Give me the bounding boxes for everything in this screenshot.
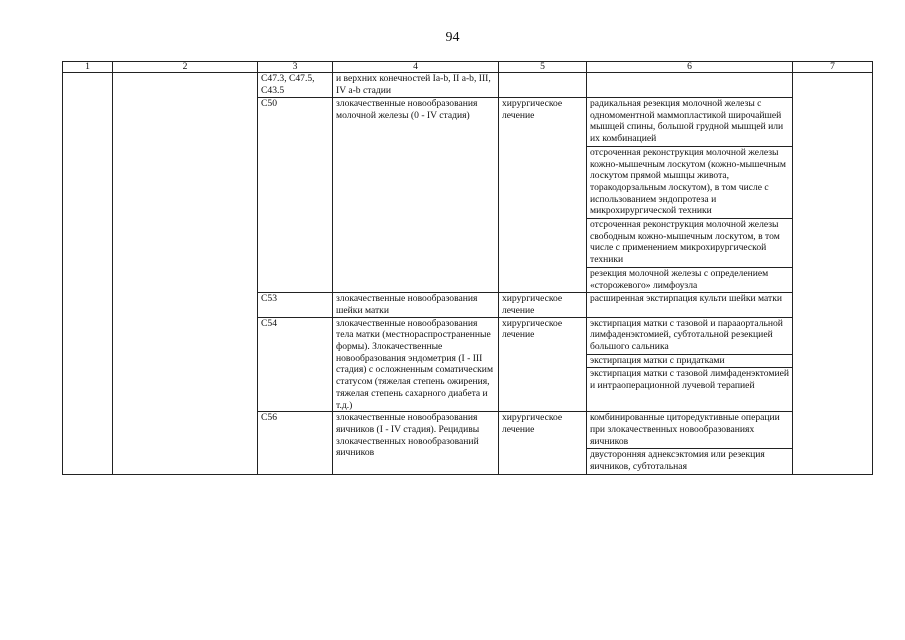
method-item: экстирпация матки с тазовой лимфаденэктомией и интраоперационной лучевой терапией (590, 368, 790, 392)
column-2-cell (113, 73, 258, 475)
method-cell (587, 293, 793, 317)
diagnosis-cell: злокачественные новообразования шейки матки (333, 293, 499, 317)
method-item: расширенная экстирпация культи шейки матки (590, 293, 783, 305)
column-1-cell (63, 73, 113, 475)
method-item (587, 73, 792, 74)
icd-code-cell: C50 (258, 98, 333, 293)
method-cell (587, 412, 793, 475)
treatment-cell: хирургическое лечение (499, 293, 587, 317)
column-header: 2 (113, 62, 258, 73)
icd-code-cell: C54 (258, 317, 333, 412)
treatment-cell (499, 73, 587, 98)
method-item: отсроченная реконструкция молочной железы кожно-мышечным лоскутом (кожно-мышечным лоскутом прямой мышцы живота, торакодорзальным лоскутом), в том числе с использованием эндопротеза и микрохирургической техники (587, 147, 792, 219)
column-header: 6 (587, 62, 793, 73)
table-row (63, 73, 873, 98)
column-header: 5 (499, 62, 587, 73)
method-item: резекция молочной железы с определением «сторожевого» лимфоузла (590, 267, 769, 291)
diagnosis-cell: и верхних конечностей Ia-b, II a-b, III, IV a-b стадии (333, 73, 499, 98)
column-header: 3 (258, 62, 333, 73)
method-item: комбинированные циторедуктивные операции при злокачественных новообразованиях яичников (587, 412, 792, 449)
method-cell (587, 73, 793, 98)
method-cell (587, 317, 793, 412)
diagnosis-cell: злокачественные новообразования яичников (I - IV стадия). Рецидивы злокачественных новообразований яичников (333, 412, 499, 475)
method-item: отсроченная реконструкция молочной железы свободным кожно-мышечным лоскутом, в том числе с применением микрохирургической техники (587, 219, 792, 268)
method-cell (587, 98, 793, 293)
method-item: радикальная резекция молочной железы с одномоментной маммопластикой широчайшей мышцей спины, большой грудной мышцей или их комбинацией (587, 98, 792, 147)
treatment-cell: хирургическое лечение (499, 412, 587, 475)
treatment-cell: хирургическое лечение (499, 317, 587, 412)
icd-code-cell: C53 (258, 293, 333, 317)
icd-code-cell: C47.3, C47.5, C43.5 (258, 73, 333, 98)
icd-code-cell: C56 (258, 412, 333, 475)
method-item: экстирпация матки с придатками (587, 355, 792, 369)
column-header: 7 (793, 62, 873, 73)
method-item: двусторонняя аднексэктомия или резекция яичников, субтотальная (590, 449, 765, 473)
diagnosis-cell: злокачественные новообразования молочной железы (0 - IV стадия) (333, 98, 499, 293)
diagnosis-cell: злокачественные новообразования тела матки (местнораспространенные формы). Злокачественные новообразования эндометрия (I - III стадия) с осложненным соматическим статусом (тяжелая степень ожирения, тяжелая степень сахарного диабета и т.д.) (333, 317, 499, 412)
column-header: 4 (333, 62, 499, 73)
table-header-row (63, 62, 873, 73)
treatment-cell: хирургическое лечение (499, 98, 587, 293)
column-header: 1 (63, 62, 113, 73)
column-7-cell (793, 73, 873, 475)
page-number: 94 (445, 30, 460, 45)
method-item: экстирпация матки с тазовой и парааортальной лимфаденэктомией, субтотальной резекцией большого сальника (587, 318, 792, 355)
procedures-table (62, 61, 873, 475)
